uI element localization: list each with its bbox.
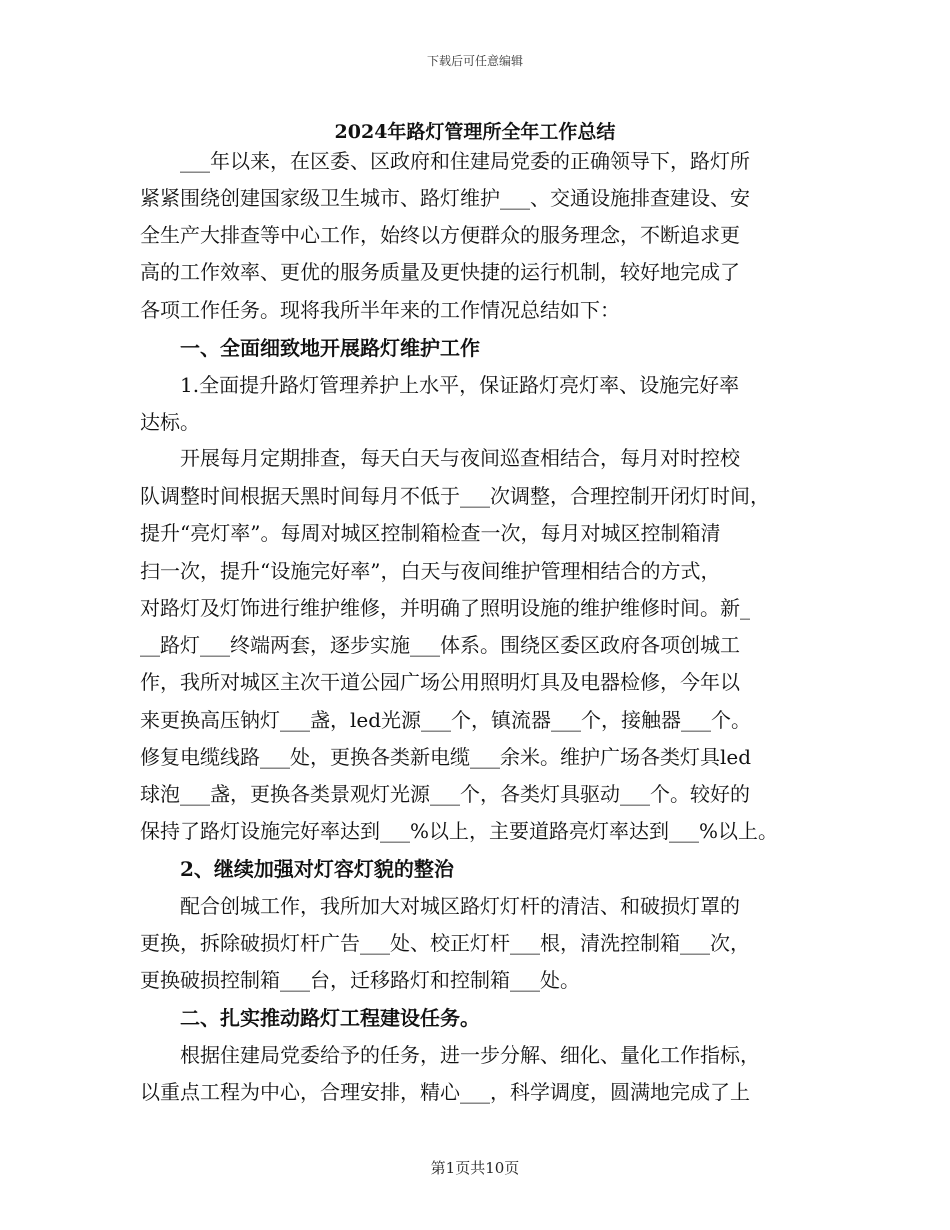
body-line: 作，我所对城区主次干道公园广场公用照明灯具及电器检修，今年以	[140, 670, 740, 694]
body-line: 保持了路灯设施完好率达到___%以上，主要道路亮灯率达到___%以上。	[140, 819, 779, 843]
body-line: 1.全面提升路灯管理养护上水平，保证路灯亮灯率、设施完好率	[140, 373, 740, 397]
body-line: 以重点工程为中心，合理安排，精心___，科学调度，圆满地完成了上	[140, 1080, 750, 1104]
page-footer: 第1页共10页	[430, 1159, 520, 1177]
body-line: ___年以来，在区委、区政府和住建局党委的正确领导下，路灯所	[140, 149, 750, 173]
body-line: 紧紧围绕创建国家级卫生城市、路灯维护___、交通设施排查建设、安	[140, 186, 750, 210]
body-line: 来更换高压钠灯___盏，led光源___个，镇流器___个，接触器___个。	[140, 708, 752, 732]
document-title: 2024年路灯管理所全年工作总结	[334, 121, 616, 143]
body-line: 更换破损控制箱___台，迁移路灯和控制箱___处。	[140, 968, 580, 992]
page-header: 下载后可任意编辑	[426, 54, 523, 68]
body-line: 根据住建局党委给予的任务，进一步分解、细化、量化工作指标，	[140, 1043, 760, 1067]
body-line: 更换，拆除破损灯杆广告___处、校正灯杆___根，清洗控制箱___次，	[140, 931, 750, 955]
subsection-heading: 2、继续加强对灯容灯貌的整治	[140, 857, 454, 881]
body-line: 开展每月定期排查，每天白天与夜间巡查相结合，每月对时控校	[140, 446, 740, 470]
body-line: 各项工作任务。现将我所半年来的工作情况总结如下：	[140, 298, 620, 322]
body-line: 球泡___盏，更换各类景观灯光源___个，各类灯具驱动___个。较好的	[140, 782, 750, 806]
body-line: 高的工作效率、更优的服务质量及更快捷的运行机制，较好地完成了	[140, 260, 740, 284]
body-line: 扫一次，提升“设施完好率”，白天与夜间维护管理相结合的方式，	[140, 559, 721, 583]
body-line: 配合创城工作，我所加大对城区路灯灯杆的清洁、和破损灯罩的	[140, 894, 740, 918]
body-line: 修复电缆线路___处，更换各类新电缆___余米。维护广场各类灯具led	[140, 745, 752, 769]
body-line: __路灯___终端两套，逐步实施___体系。围绕区委区政府各项创城工	[140, 633, 740, 657]
section-heading: 二、扎实推动路灯工程建设任务。	[140, 1006, 480, 1030]
body-line: 达标。	[140, 410, 200, 434]
section-heading: 一、全面细致地开展路灯维护工作	[140, 336, 480, 360]
body-line: 队调整时间根据天黑时间每月不低于___次调整，合理控制开闭灯时间，	[140, 484, 770, 508]
body-line: 对路灯及灯饰进行维护维修，并明确了照明设施的维护维修时间。新_	[140, 596, 750, 620]
body-line: 提升“亮灯率”。每周对城区控制箱检查一次，每月对城区控制箱清	[140, 521, 721, 545]
body-line: 全生产大排查等中心工作，始终以方便群众的服务理念，不断追求更	[140, 223, 740, 247]
